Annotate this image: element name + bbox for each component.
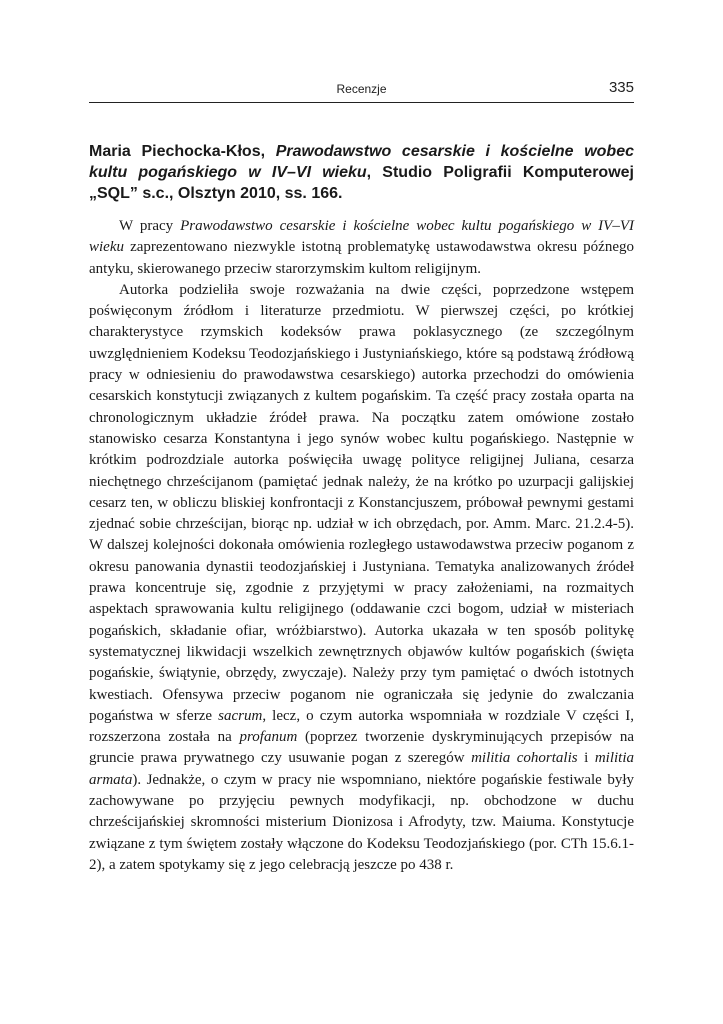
- text-run: zaprezentowano niezwykle istotną problematykę ustawodawstwa okresu późnego antyku, skierowanego przeciw starorzymskim kultom religijnym.: [89, 239, 634, 277]
- italic-term-profanum: profanum: [239, 729, 298, 746]
- running-title: Recenzje: [336, 82, 387, 96]
- paragraph-2: [89, 280, 634, 876]
- text-run: ). Jednakże, o czym w pracy nie wspomniano, niektóre pogańskie festiwale były zachowywane po przyjęciu pewnych modyfikacji, np. obchodzone w duchu chrześcijańskiej skromności misterium Dionizosa i Afrodyty, tzw. Maiuma. Konstytucje związane z tym świętem zostały włączone do Kodeksu Teodozjańskiego (por. CTh 15.6.1-2), a zatem spotykamy się z jego celebracją jeszcze po 438 r.: [89, 771, 634, 873]
- review-title: [89, 141, 634, 204]
- text-run: , lecz, o czym autorka wspomniała w rozdziale V części I, rozszerzona została na: [89, 707, 634, 746]
- page-number: 335: [608, 79, 634, 96]
- text-run: (poprzez tworzenie dyskryminujących przepisów na gruncie prawa prywatnego czy usuwanie pogan z szeregów: [89, 729, 634, 767]
- paragraph-1: [89, 216, 634, 280]
- publication-details: , Studio Poligrafii Komputerowej „SQL” s.c., Olsztyn 2010, ss. 166.: [89, 164, 634, 202]
- reviewed-book-title: Prawodawstwo cesarskie i kościelne wobec kultu pogańskiego w IV–VI wieku: [89, 143, 634, 181]
- text-run: Autorka podzieliła swoje rozważania na dwie części, poprzedzone wstępem poświęconym źródłom i literaturze przedmiotu. W pierwszej części, po krótkiej charakterystyce rzymskich kodeksów prawa poklasycznego (ze szczególnym uwzględnieniem Kodeksu Teodozjańskiego i Justyniańskiego, które są podstawą źródłową pracy w odniesieniu do prawodawstwa cesarskiego) autorka przechodzi do omówienia cesarskich konstytucji związanych z kultem pogańskim. Ta część pracy została oparta na chronologicznym układzie źródeł prawa. Na początku zatem omówione zostało stanowisko cesarza Konstantyna i jego synów wobec kultu pogańskiego. Następnie w krótkim podrozdziale autorka poświęciła uwagę polityce religijnej Juliana, cesarza niechętnego chrześcijanom (pamiętać jednak należy, że na krótko po uzurpacji galijskiej cesarz ten, w obliczu bliskiej konfrontacji z Konstancjuszem, próbował pewnymi gestami zjednać sobie chrześcijan, biorąc np. udział w ich obrzędach, por. Amm. Marc. 21.2.4-5). W dalszej kolejności dokonała omówienia rozległego ustawodawstwa przeciw poganom z okresu panowania dynastii teodozjańskiej i Justyniana. Tematyka analizowanych źródeł prawa koncentruje się, zgodnie z przyjętymi w pracy założeniami, na rozmaitych aspektach sprawowania kultu religijnego (oddawanie czci bogom, udział w misteriach pogańskich, składanie ofiar, wróżbiarstwo). Autorka ukazała w ten sposób politykę systematycznej likwidacji wszelkich zewnętrznych objawów kultów pogańskich (święta pogańskie, świątynie, obrzędy, zwyczaje). Należy przy tym pamiętać o dwóch istotnych kwestiach. Ofensywa przeciw poganom nie ograniczała się jedynie do zwalczania pogaństwa w sferze: [89, 281, 634, 724]
- italic-term-militia-cohortalis: militia cohortalis: [471, 750, 578, 767]
- italic-term-militia-armata: militia armata: [89, 750, 634, 788]
- text-run: W pracy: [119, 218, 181, 234]
- italic-term-sacrum: sacrum: [218, 707, 263, 724]
- text-run: i: [577, 750, 595, 767]
- italic-book-title: Prawodawstwo cesarskie i kościelne wobec kultu pogańskiego w IV–VI wieku: [89, 218, 634, 256]
- page-header: [89, 80, 634, 103]
- review-body: [89, 216, 634, 876]
- review-author: Maria Piechocka-Kłos,: [89, 143, 276, 160]
